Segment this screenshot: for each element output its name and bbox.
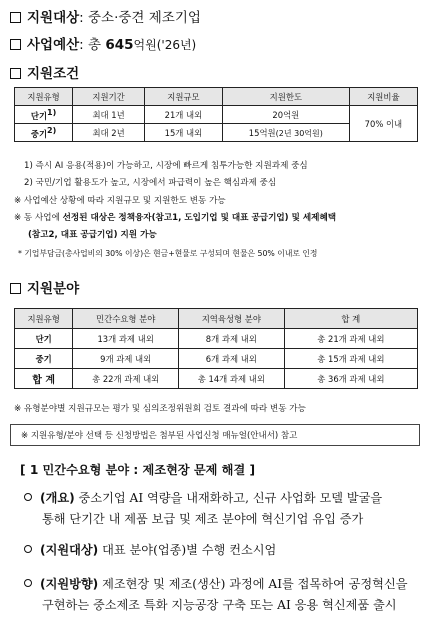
bullet-icon — [24, 493, 32, 501]
budget-suffix: 억원('26년) — [133, 38, 197, 52]
table-row — [15, 329, 418, 349]
col-header: 지원유형 — [15, 88, 73, 106]
private-cell: 총 22개 과제 내외 — [73, 369, 179, 389]
budget-amount: 645 — [105, 37, 134, 53]
item-label: (개요) — [40, 491, 75, 505]
col-header: 지원기간 — [73, 88, 145, 106]
list-item — [24, 574, 424, 616]
target-label: 지원대상 — [27, 10, 80, 26]
list-item — [24, 540, 424, 561]
budget-prefix: : 총 — [79, 37, 106, 53]
scale-cell: 15개 내외 — [145, 124, 223, 142]
item-text: 중소기업 AI 역량을 내재화하고, 신규 사업화 모델 발굴을 — [74, 491, 383, 505]
fields-title-line — [10, 277, 79, 297]
fields-title: 지원분야 — [27, 281, 80, 297]
checkbox-icon — [10, 283, 21, 294]
scale-cell: 21개 내외 — [145, 106, 223, 124]
bullet-icon — [24, 579, 32, 587]
col-header: 지원한도 — [222, 88, 349, 106]
fields-header-row — [15, 309, 418, 329]
type-cell: 단기$^{1)}$ — [15, 106, 73, 124]
table-row — [15, 369, 418, 389]
private-cell: 9개 과제 내외 — [73, 349, 179, 369]
note-4: ※ 동 사업에 선정된 대상은 정책융자(참고1, 도입기업 및 대표 공급기업) 및 세제혜택 — [14, 213, 337, 223]
item-text: 대표 분야(업종)별 수행 컨소시엄 — [98, 543, 277, 557]
col-header: 지원규모 — [145, 88, 223, 106]
note-3: ※ 사업예산 상황에 따라 지원규모 및 지원한도 변동 가능 — [14, 196, 226, 206]
col-header: 지원유형 — [15, 309, 73, 329]
checkbox-icon — [10, 39, 21, 50]
type-cell: 중기$^{2)}$ — [15, 124, 73, 142]
table-row — [15, 106, 418, 124]
total-cell: 총 15개 과제 내외 — [284, 349, 417, 369]
checkbox-icon — [10, 68, 21, 79]
type-cell: 단기 — [15, 329, 73, 349]
regional-cell: 6개 과제 내외 — [179, 349, 285, 369]
budget-label: 사업예산 — [27, 37, 80, 53]
total-cell: 총 21개 과제 내외 — [284, 329, 417, 349]
regional-cell: 8개 과제 내외 — [179, 329, 285, 349]
col-header: 민간수요형 분야 — [73, 309, 179, 329]
item-text-cont: 통해 단기간 내 제품 보급 및 제조 분야에 혁신기업 유입 증가 — [42, 512, 364, 526]
item-text: 제조현장 및 제조(생산) 과정에 AI를 접목하여 공정혁신을 — [98, 577, 408, 591]
conditions-table — [14, 87, 418, 142]
limit-cell: 15억원(2년 30억원) — [222, 124, 349, 142]
total-cell: 총 36개 과제 내외 — [284, 369, 417, 389]
item-label: (지원대상) — [40, 543, 99, 557]
type-cell: 합 계 — [15, 369, 73, 389]
method-callout: ※ 지원유형/분야 선택 등 신청방법은 첨부된 사업신청 매뉴얼(안내서) 참고 — [10, 424, 420, 446]
col-header: 합 계 — [284, 309, 417, 329]
note-4-cont: (참고2, 대표 공급기업) 지원 가능 — [28, 230, 157, 240]
checkbox-icon — [10, 12, 21, 23]
limit-cell: 20억원 — [222, 106, 349, 124]
budget-line — [10, 33, 196, 53]
item-label: (지원방향) — [40, 577, 99, 591]
private-cell: 13개 과제 내외 — [73, 329, 179, 349]
target-line — [10, 6, 201, 26]
col-header: 지역육성형 분야 — [179, 309, 285, 329]
col-header: 지원비율 — [349, 88, 417, 106]
section-title: [ 1 민간수요형 분야 : 제조현장 문제 해결 ] — [20, 463, 256, 477]
conditions-title: 지원조건 — [27, 66, 80, 82]
conditions-title-line — [10, 62, 79, 82]
bullet-icon — [24, 545, 32, 553]
target-value: : 중소·중견 제조기업 — [79, 10, 201, 26]
regional-cell: 총 14개 과제 내외 — [179, 369, 285, 389]
ratio-cell: 70% 이내 — [349, 106, 417, 142]
note-2: 2) 국민/기업 활용도가 높고, 시장에서 파급력이 높은 핵심과제 중심 — [24, 178, 277, 188]
note-1: 1) 즉시 AI 응용(적용)이 가능하고, 시장에 빠르게 침투가능한 지원과제 중심 — [24, 161, 308, 171]
period-cell: 최대 1년 — [73, 106, 145, 124]
item-text-cont: 구현하는 중소제조 특화 지능공장 구축 또는 AI 응용 혁신제품 출시 — [42, 598, 397, 612]
period-cell: 최대 2년 — [73, 124, 145, 142]
type-cell: 중기 — [15, 349, 73, 369]
fields-table — [14, 308, 418, 389]
fields-note: ※ 유형분야별 지원규모는 평가 및 심의조정위원회 검토 결과에 따라 변동 가능 — [14, 404, 306, 414]
list-item — [24, 488, 424, 530]
conditions-header-row — [15, 88, 418, 106]
table-row — [15, 349, 418, 369]
note-5: * 기업부담금(총사업비의 30% 이상)은 현금+현물로 구성되며 현물은 50% 이내로 인정 — [18, 249, 318, 258]
